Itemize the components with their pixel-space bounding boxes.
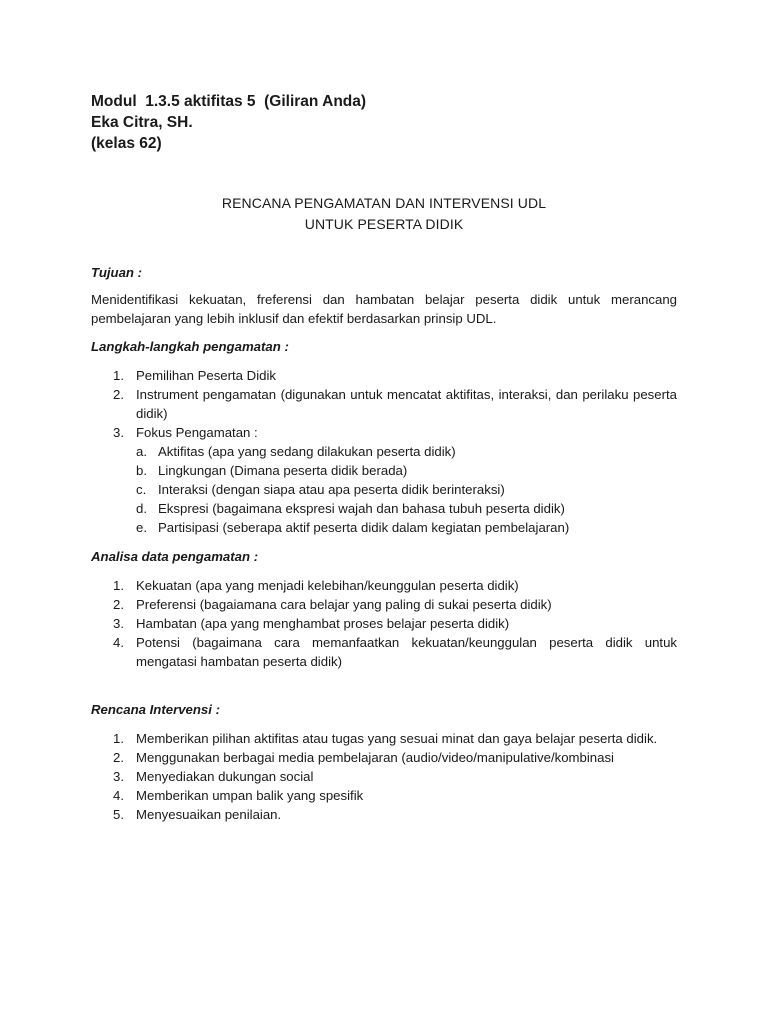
list-number: 3.	[113, 769, 124, 784]
document-title	[91, 193, 677, 235]
list-number: 2.	[113, 597, 124, 612]
intervensi-list	[91, 729, 677, 824]
sub-list-letter: b.	[136, 463, 147, 478]
class-label: (kelas 62)	[91, 135, 162, 152]
list-text: Memberikan pilihan aktifitas atau tugas yang sesuai minat dan gaya belajar peserta didik.	[136, 731, 658, 746]
list-number: 1.	[113, 578, 124, 593]
sub-list-text: Ekspresi (bagaimana ekspresi wajah dan bahasa tubuh peserta didik)	[158, 501, 565, 516]
sub-list-item	[136, 461, 677, 480]
module-title: Modul 1.3.5 aktifitas 5 (Giliran Anda)	[91, 93, 367, 110]
list-text: Fokus Pengamatan :	[136, 425, 258, 440]
list-text: Menggunakan berbagai media pembelajaran (audio/video/manipulative/kombinasi	[136, 750, 614, 765]
title-line-2: UNTUK PESERTA DIDIK	[304, 216, 464, 232]
list-number: 1.	[113, 368, 124, 383]
sub-list-text: Lingkungan (Dimana peserta didik berada)	[158, 463, 408, 478]
list-number: 4.	[113, 635, 124, 650]
list-text: Hambatan (apa yang menghambat proses belajar peserta didik)	[136, 616, 510, 631]
list-text: Potensi (bagaimana cara memanfaatkan kekuatan/keunggulan peserta didik untuk mengatasi hambatan peserta didik)	[136, 635, 677, 669]
list-text: Instrument pengamatan (digunakan untuk mencatat aktifitas, interaksi, dan perilaku peserta didik)	[136, 387, 677, 421]
sub-list-letter: d.	[136, 501, 147, 516]
list-number: 2.	[113, 387, 124, 402]
author-name: Eka Citra, SH.	[91, 114, 193, 131]
tujuan-text: Menidentifikasi kekuatan, freferensi dan hambatan belajar peserta didik untuk merancang pembelajaran yang lebih inklusif dan efektif berdasarkan prinsip UDL.	[91, 292, 677, 326]
sub-list-item	[136, 480, 677, 499]
list-text: Pemilihan Peserta Didik	[136, 368, 276, 383]
list-number: 4.	[113, 788, 124, 803]
list-number: 3.	[113, 616, 124, 631]
list-number: 3.	[113, 425, 124, 440]
langkah-list	[91, 366, 677, 537]
sub-list-text: Aktifitas (apa yang sedang dilakukan peserta didik)	[158, 444, 456, 459]
sub-list-item	[136, 499, 677, 518]
list-number: 5.	[113, 807, 124, 822]
list-item	[91, 767, 677, 786]
document-content	[91, 91, 677, 824]
sub-list-text: Partisipasi (seberapa aktif peserta didik dalam kegiatan pembelajaran)	[158, 520, 570, 535]
analisa-heading: Analisa data pengamatan :	[91, 549, 259, 564]
tujuan-heading: Tujuan :	[91, 265, 143, 280]
list-item	[91, 748, 677, 767]
list-item	[91, 595, 677, 614]
list-number: 2.	[113, 750, 124, 765]
sub-list-item	[136, 518, 677, 537]
list-item	[91, 805, 677, 824]
list-item	[91, 576, 677, 595]
intervensi-heading: Rencana Intervensi :	[91, 702, 220, 717]
list-item	[91, 729, 677, 748]
list-item	[91, 633, 677, 671]
list-number: 1.	[113, 731, 124, 746]
list-item	[91, 786, 677, 805]
sub-list-letter: c.	[136, 482, 147, 497]
list-item	[91, 385, 677, 423]
fokus-sublist	[136, 442, 677, 537]
list-item	[91, 423, 677, 537]
list-text: Menyediakan dukungan social	[136, 769, 314, 784]
sub-list-letter: e.	[136, 520, 147, 535]
sub-list-item	[136, 442, 677, 461]
langkah-heading: Langkah-langkah pengamatan :	[91, 339, 289, 354]
list-text: Memberikan umpan balik yang spesifik	[136, 788, 364, 803]
list-text: Preferensi (bagaiamana cara belajar yang paling di sukai peserta didik)	[136, 597, 552, 612]
sub-list-letter: a.	[136, 444, 147, 459]
analisa-list	[91, 576, 677, 671]
list-text: Menyesuaikan penilaian.	[136, 807, 282, 822]
sub-list-text: Interaksi (dengan siapa atau apa peserta didik berinteraksi)	[158, 482, 505, 497]
list-item	[91, 366, 677, 385]
list-text: Kekuatan (apa yang menjadi kelebihan/keunggulan peserta didik)	[136, 578, 519, 593]
list-item	[91, 614, 677, 633]
document-header	[91, 91, 677, 154]
title-line-1: RENCANA PENGAMATAN DAN INTERVENSI UDL	[221, 195, 547, 211]
